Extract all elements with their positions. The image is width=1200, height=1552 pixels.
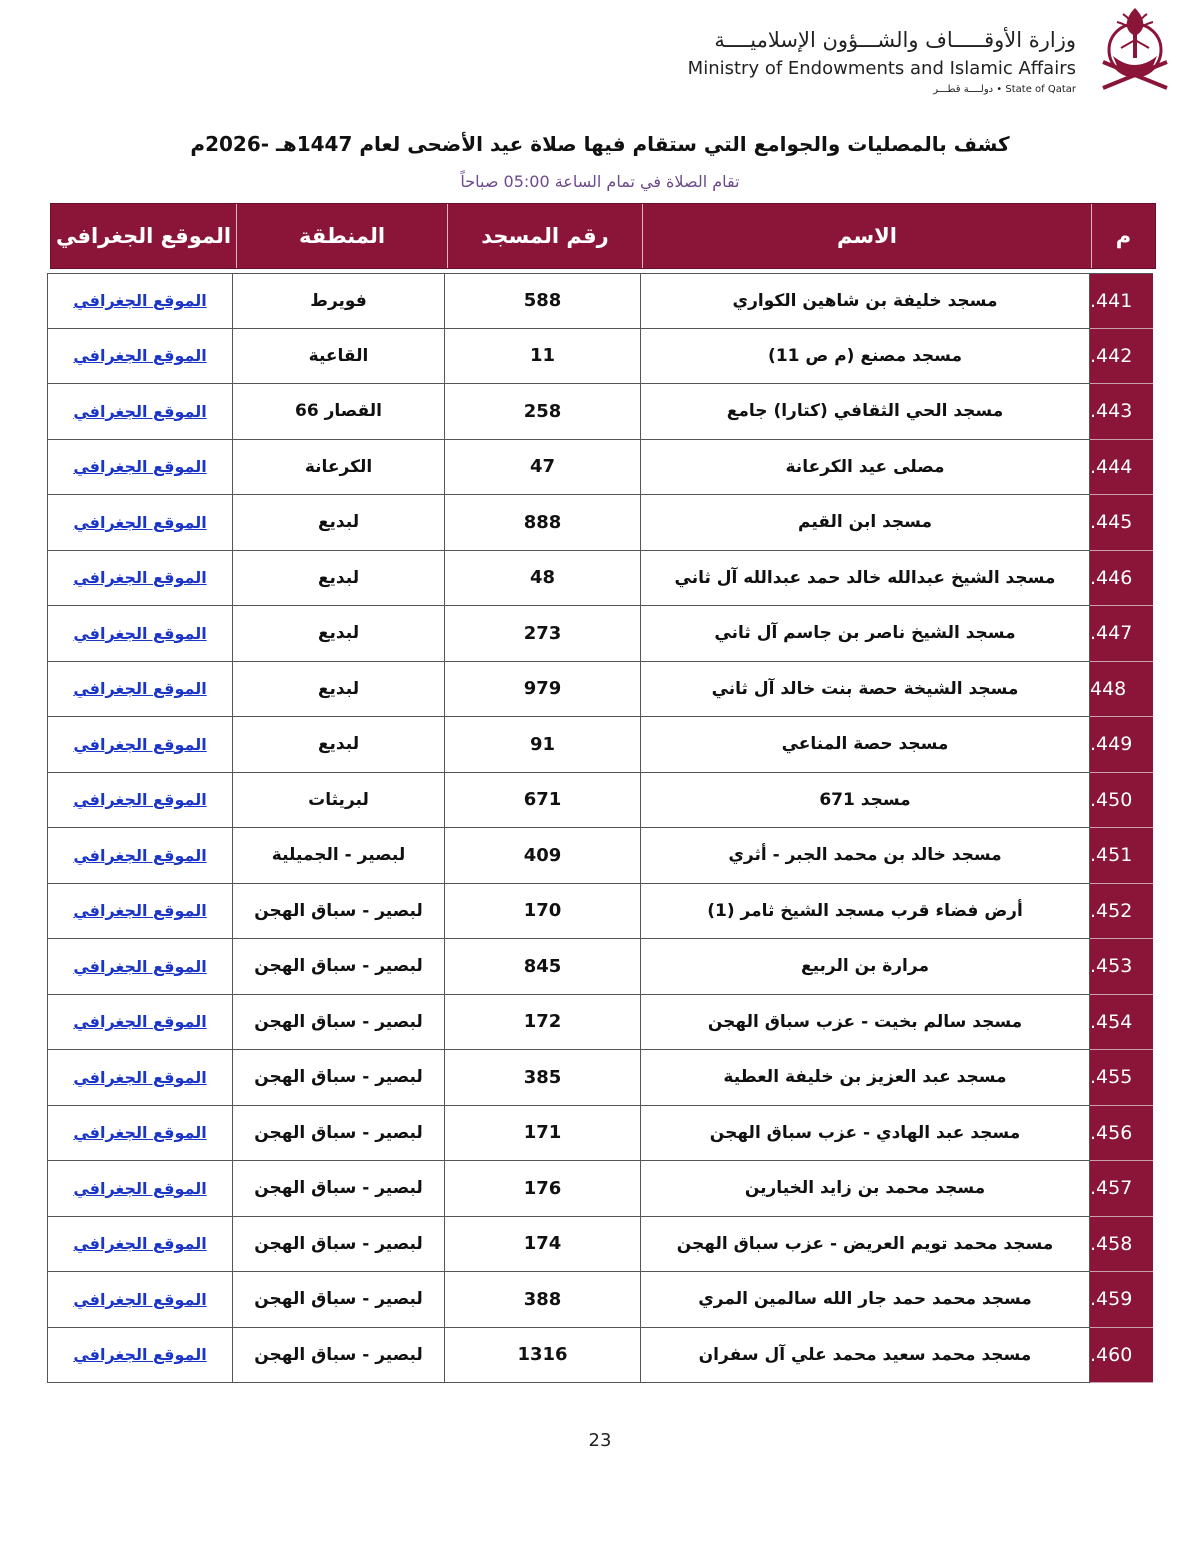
row-index-cell: .452: [1090, 884, 1153, 940]
mosque-number-cell: 47: [445, 440, 641, 496]
mosque-number-cell: 409: [445, 828, 641, 884]
mosque-number-cell: 48: [445, 551, 641, 607]
mosque-number-cell: 888: [445, 495, 641, 551]
location-link[interactable]: الموقع الجغرافي: [73, 346, 207, 366]
qatar-emblem-icon: [1095, 0, 1175, 100]
table-row: [47, 717, 1153, 773]
row-index-cell: .454: [1090, 995, 1153, 1051]
mosque-number-cell: 845: [445, 939, 641, 995]
area-cell: الكرعانة: [233, 440, 445, 496]
mosque-number-cell: 171: [445, 1106, 641, 1162]
location-cell: [47, 662, 233, 718]
row-index-cell: .444: [1090, 440, 1153, 496]
area-cell: فويرط: [233, 273, 445, 329]
area-cell: القصار 66: [233, 384, 445, 440]
table-row: [47, 995, 1153, 1051]
row-index-cell: .455: [1090, 1050, 1153, 1106]
location-cell: [47, 1161, 233, 1217]
mosque-number-cell: 172: [445, 995, 641, 1051]
location-link[interactable]: الموقع الجغرافي: [73, 790, 207, 810]
mosque-number-cell: 385: [445, 1050, 641, 1106]
mosque-name-cell: مرارة بن الربيع: [641, 939, 1090, 995]
row-index-cell: .459: [1090, 1272, 1153, 1328]
mosque-number-cell: 588: [445, 273, 641, 329]
mosque-number-cell: 258: [445, 384, 641, 440]
table-row: [47, 1272, 1153, 1328]
mosque-number-cell: 388: [445, 1272, 641, 1328]
area-cell: لبصير - سباق الهجن: [233, 995, 445, 1051]
row-index-cell: .458: [1090, 1217, 1153, 1273]
mosque-number-cell: 91: [445, 717, 641, 773]
mosque-name-cell: مسجد مصنع (م ص 11): [641, 329, 1090, 385]
location-link[interactable]: الموقع الجغرافي: [73, 845, 207, 865]
location-link[interactable]: الموقع الجغرافي: [73, 956, 207, 976]
location-link[interactable]: الموقع الجغرافي: [73, 1123, 207, 1143]
table-row: [47, 551, 1153, 607]
area-cell: لبصير - سباق الهجن: [233, 939, 445, 995]
table-row: [47, 273, 1153, 329]
location-cell: [47, 773, 233, 829]
area-cell: لبصير - سباق الهجن: [233, 1106, 445, 1162]
location-link[interactable]: الموقع الجغرافي: [73, 291, 207, 311]
table-row: [47, 662, 1153, 718]
location-cell: [47, 828, 233, 884]
row-index-cell: .460: [1090, 1328, 1153, 1384]
column-header-area: المنطقة: [236, 204, 447, 268]
area-cell: لبصير - سباق الهجن: [233, 1272, 445, 1328]
mosque-name-cell: مسجد ابن القيم: [641, 495, 1090, 551]
location-cell: [47, 384, 233, 440]
row-index-cell: .443: [1090, 384, 1153, 440]
mosque-number-cell: 979: [445, 662, 641, 718]
page-title: كشف بالمصليات والجوامع التي ستقام فيها صلاة عيد الأضحى لعام 1447هـ -2026م: [190, 132, 1010, 156]
area-cell: لبديع: [233, 717, 445, 773]
area-cell: لبديع: [233, 495, 445, 551]
mosque-number-cell: 174: [445, 1217, 641, 1273]
table-row: [47, 1161, 1153, 1217]
area-cell: لبديع: [233, 662, 445, 718]
row-index-cell: .441: [1090, 273, 1153, 329]
page-number: 23: [588, 1430, 612, 1451]
table-row: [47, 884, 1153, 940]
area-cell: لبصير - سباق الهجن: [233, 1161, 445, 1217]
location-cell: [47, 1272, 233, 1328]
row-index-cell: .456: [1090, 1106, 1153, 1162]
location-link[interactable]: الموقع الجغرافي: [73, 568, 207, 588]
area-cell: لبصير - سباق الهجن: [233, 1217, 445, 1273]
location-link[interactable]: الموقع الجغرافي: [73, 901, 207, 921]
location-cell: [47, 939, 233, 995]
location-link[interactable]: الموقع الجغرافي: [73, 457, 207, 477]
column-header-index: م: [1091, 204, 1155, 268]
mosque-number-cell: 273: [445, 606, 641, 662]
mosque-name-cell: مصلى عيد الكرعانة: [641, 440, 1090, 496]
location-cell: [47, 440, 233, 496]
location-cell: [47, 1106, 233, 1162]
table-row: [47, 606, 1153, 662]
area-cell: لبصير - سباق الهجن: [233, 884, 445, 940]
row-index-cell: .445: [1090, 495, 1153, 551]
location-link[interactable]: الموقع الجغرافي: [73, 512, 207, 532]
area-cell: لبريثات: [233, 773, 445, 829]
table-row: [47, 495, 1153, 551]
mosque-name-cell: مسجد 671: [641, 773, 1090, 829]
mosque-number-cell: 170: [445, 884, 641, 940]
mosque-name-cell: مسجد سالم بخيت - عزب سباق الهجن: [641, 995, 1090, 1051]
mosque-name-cell: مسجد عبد العزيز بن خليفة العطية: [641, 1050, 1090, 1106]
table-row: [47, 440, 1153, 496]
location-link[interactable]: الموقع الجغرافي: [73, 1178, 207, 1198]
row-index-cell: .447: [1090, 606, 1153, 662]
page-subtitle: تقام الصلاة في تمام الساعة 05:00 صباحاً: [460, 172, 740, 191]
row-index-cell: .449: [1090, 717, 1153, 773]
mosque-name-cell: مسجد الحي الثقافي (كتارا) جامع: [641, 384, 1090, 440]
location-cell: [47, 1050, 233, 1106]
mosque-table: [47, 273, 1153, 1383]
ministry-name-english: Ministry of Endowments and Islamic Affairs: [687, 58, 1076, 79]
location-cell: [47, 1217, 233, 1273]
table-row: [47, 329, 1153, 385]
location-link[interactable]: الموقع الجغرافي: [73, 1067, 207, 1087]
mosque-name-cell: مسجد الشيخ عبدالله خالد حمد عبدالله آل ثاني: [641, 551, 1090, 607]
location-link[interactable]: الموقع الجغرافي: [73, 623, 207, 643]
table-row: [47, 939, 1153, 995]
row-index-cell: .457: [1090, 1161, 1153, 1217]
location-cell: [47, 495, 233, 551]
mosque-name-cell: مسجد محمد حمد جار الله سالمين المري: [641, 1272, 1090, 1328]
mosque-name-cell: مسجد الشيخ ناصر بن جاسم آل ثاني: [641, 606, 1090, 662]
mosque-name-cell: مسجد محمد تويم العريض - عزب سباق الهجن: [641, 1217, 1090, 1273]
row-index-cell: .450: [1090, 773, 1153, 829]
location-link[interactable]: الموقع الجغرافي: [73, 1289, 207, 1309]
mosque-name-cell: مسجد الشيخة حصة بنت خالد آل ثاني: [641, 662, 1090, 718]
location-link[interactable]: الموقع الجغرافي: [73, 1345, 207, 1365]
mosque-number-cell: 1316: [445, 1328, 641, 1384]
table-row: [47, 1050, 1153, 1106]
mosque-number-cell: 11: [445, 329, 641, 385]
location-cell: [47, 606, 233, 662]
location-cell: [47, 717, 233, 773]
table-row: [47, 828, 1153, 884]
location-link[interactable]: الموقع الجغرافي: [73, 401, 207, 421]
table-row: [47, 384, 1153, 440]
table-row: [47, 1106, 1153, 1162]
state-label: State of Qatar • دولــــة قطـــر: [933, 84, 1076, 95]
table-row: [47, 1217, 1153, 1273]
area-cell: القاعية: [233, 329, 445, 385]
mosque-number-cell: 671: [445, 773, 641, 829]
area-cell: لبصير - سباق الهجن: [233, 1050, 445, 1106]
table-row: [47, 1328, 1153, 1384]
location-cell: [47, 329, 233, 385]
page-header: [0, 0, 1200, 110]
row-index-cell: 448: [1090, 662, 1153, 718]
mosque-name-cell: مسجد عبد الهادي - عزب سباق الهجن: [641, 1106, 1090, 1162]
row-index-cell: .442: [1090, 329, 1153, 385]
mosque-number-cell: 176: [445, 1161, 641, 1217]
mosque-name-cell: مسجد محمد بن زايد الخيارين: [641, 1161, 1090, 1217]
mosque-name-cell: أرض فضاء قرب مسجد الشيخ ثامر (1): [641, 884, 1090, 940]
location-cell: [47, 1328, 233, 1384]
area-cell: لبصير - الجميلية: [233, 828, 445, 884]
table-row: [47, 773, 1153, 829]
location-link[interactable]: الموقع الجغرافي: [73, 1234, 207, 1254]
ministry-name-arabic: وزارة الأوقـــــاف والشـــؤون الإسلاميــــة: [714, 28, 1076, 52]
column-header-location: الموقع الجغرافي: [55, 224, 232, 248]
area-cell: لبصير - سباق الهجن: [233, 1328, 445, 1384]
location-link[interactable]: الموقع الجغرافي: [73, 679, 207, 699]
mosque-name-cell: مسجد خليفة بن شاهين الكواري: [641, 273, 1090, 329]
mosque-name-cell: مسجد خالد بن محمد الجبر - أثري: [641, 828, 1090, 884]
column-header-name: الاسم: [642, 204, 1091, 268]
location-cell: [47, 273, 233, 329]
area-cell: لبديع: [233, 606, 445, 662]
location-link[interactable]: الموقع الجغرافي: [73, 1012, 207, 1032]
table-header: [50, 203, 1156, 269]
location-link[interactable]: الموقع الجغرافي: [73, 734, 207, 754]
row-index-cell: .446: [1090, 551, 1153, 607]
location-cell: [47, 551, 233, 607]
area-cell: لبديع: [233, 551, 445, 607]
location-cell: [47, 995, 233, 1051]
row-index-cell: .453: [1090, 939, 1153, 995]
mosque-name-cell: مسجد حصة المناعي: [641, 717, 1090, 773]
column-header-number: رقم المسجد: [447, 204, 642, 268]
location-cell: [47, 884, 233, 940]
mosque-name-cell: مسجد محمد سعيد محمد علي آل سفران: [641, 1328, 1090, 1384]
row-index-cell: .451: [1090, 828, 1153, 884]
